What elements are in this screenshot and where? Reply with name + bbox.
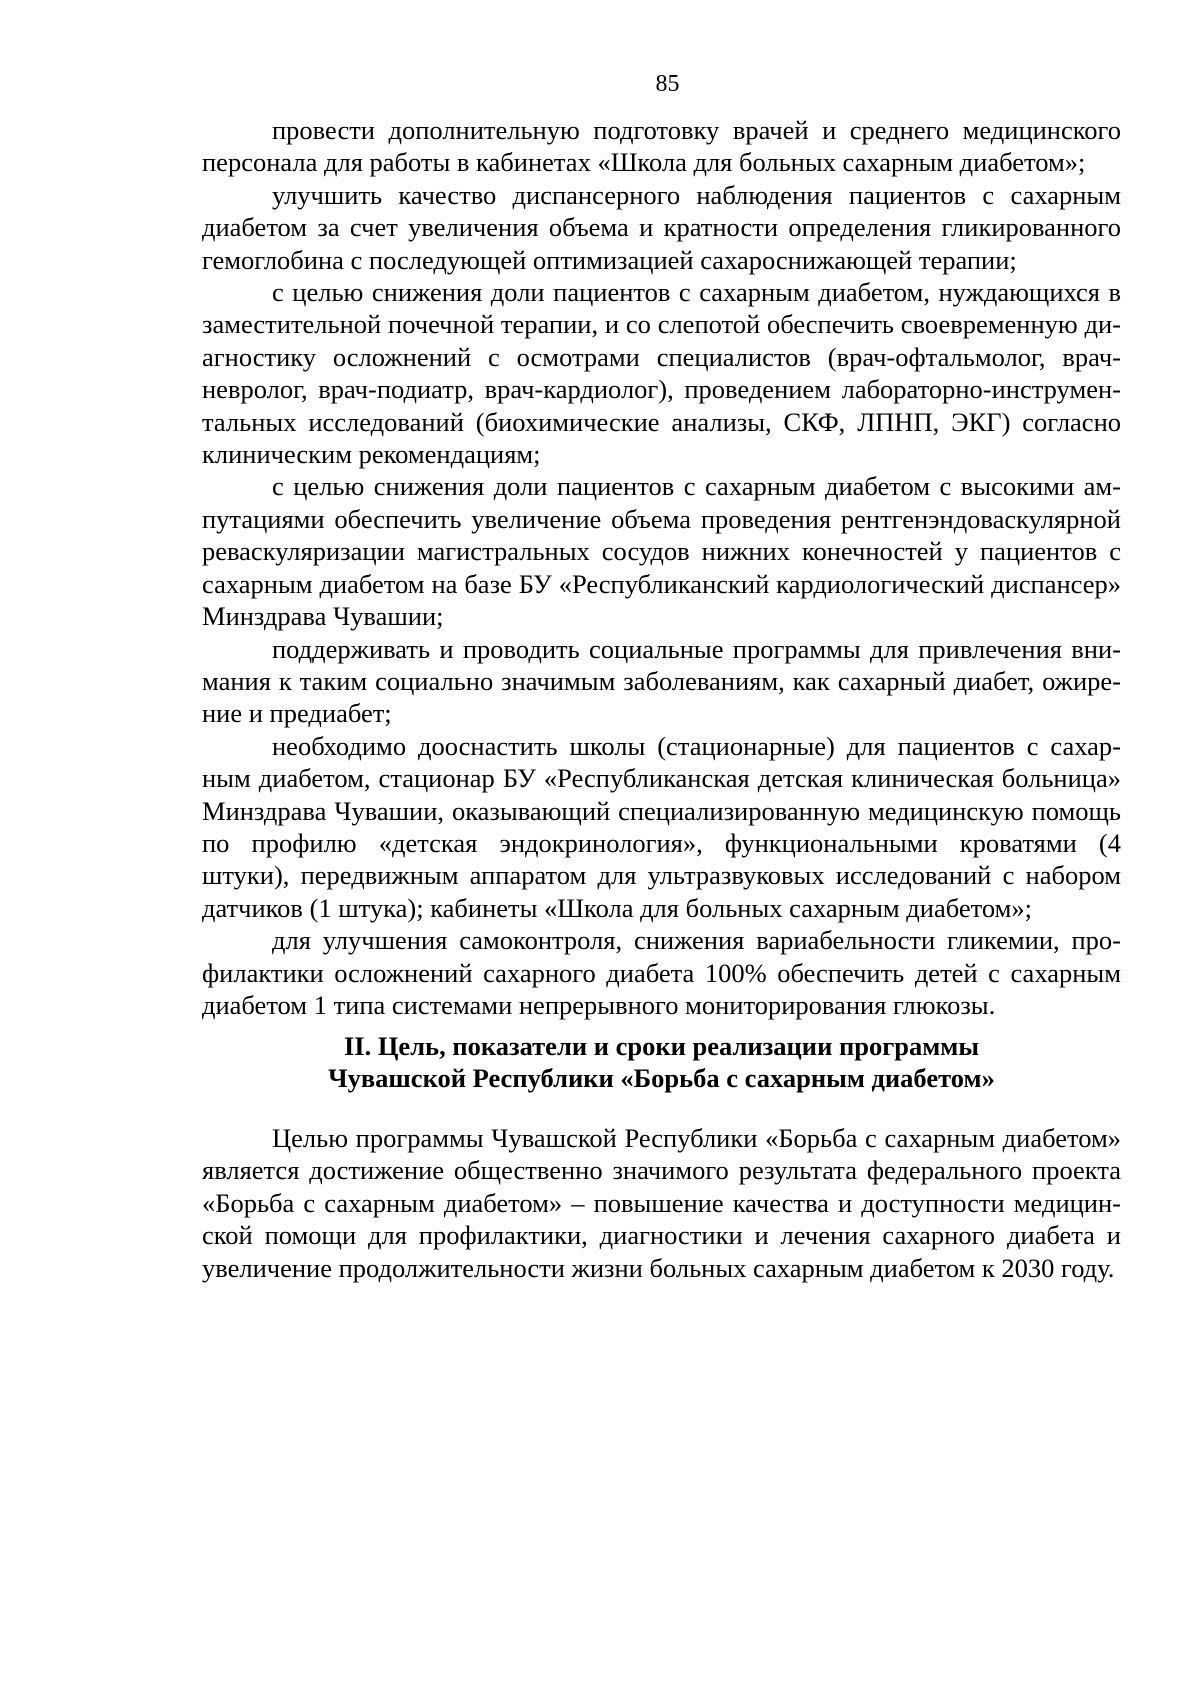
paragraph-program-goal: Целью программы Чувашской Республики «Борьба с сахарным диабетом» является достижение общественно значимого результата федерального проекта «Борьба с сахарным диабетом» – повышение качества и доступности медицинской помощи для профилактики, диагностики и лечения сахарного диабета и увеличение продолжительности жизни больных сахарным диабетом к 2030 году. xyxy=(202,1123,1121,1283)
section-heading-line-2: Чувашской Республики «Борьба с сахарным диабетом» xyxy=(328,1063,995,1094)
measures-list xyxy=(202,114,1121,1021)
paragraph-staff-training: провести дополнительную подготовку врачей и среднего медицинского персонала для работы в кабинетах «Школа для больных сахарным диабетом»; xyxy=(202,115,1121,178)
paragraph-amputations: с целью снижения доли пациентов с сахарным диабетом с высокими ампутациями обеспечить увеличение объема проведения рентгенэндоваскулярной реваскуляризации магистральных сосудов нижних конечностей у пациентов с сахарным диабетом на базе БУ «Республиканский кардиологический диспансер» Минздрава Чувашии; xyxy=(202,471,1121,632)
paragraph-glucose-monitoring: для улучшения самоконтроля, снижения вариабельности гликемии, профилактики осложнений сахарного диабета 100% обеспечить детей с сахарным диабетом 1 типа системами непрерывного мониторирования глюкозы. xyxy=(202,925,1121,1020)
paragraph-school-equipment: необходимо дооснастить школы (стационарные) для пациентов с сахарным диабетом, стационар БУ «Республиканская детская клиническая больница» Минздрава Чувашии, оказывающий специализированную медицинскую помощь по профилю «детская эндокринология», функциональными кроватями (4 штуки), передвижным аппаратом для ультразвуковых исследований с набором датчиков (1 штука); кабинеты «Школа для больных сахарным диабетом»; xyxy=(202,730,1121,923)
section-heading-line-1: II. Цель, показатели и сроки реализации программы xyxy=(343,1031,980,1061)
paragraph-social-programs: поддерживать и проводить социальные программы для привлечения внимания к таким социально значимым заболеваниям, как сахарный диабет, ожирение и предиабет; xyxy=(202,633,1121,729)
page-number: 85 xyxy=(655,71,680,97)
paragraph-dispensary-observation: улучшить качество диспансерного наблюдения пациентов с сахарным диабетом за счет увеличения объема и кратности определения гликированного гемоглобина с последующей оптимизацией сахароснижающей терапии; xyxy=(202,179,1121,275)
section-heading xyxy=(202,1030,1121,1095)
paragraph-complications-diagnostics: с целью снижения доли пациентов с сахарным диабетом, нуждающихся в заместительной почечной терапии, и со слепотой обеспечить своевременную диагностику осложнений с осмотрами специалистов (врач-офтальмолог, врач-невролог, врач-подиатр, врач-кардиолог), проведением лабораторно-инструментальных исследований (биохимические анализы, СКФ, ЛПНП, ЭКГ) согласно клиническим рекомендациям; xyxy=(202,277,1121,470)
goal-section xyxy=(202,1122,1121,1284)
